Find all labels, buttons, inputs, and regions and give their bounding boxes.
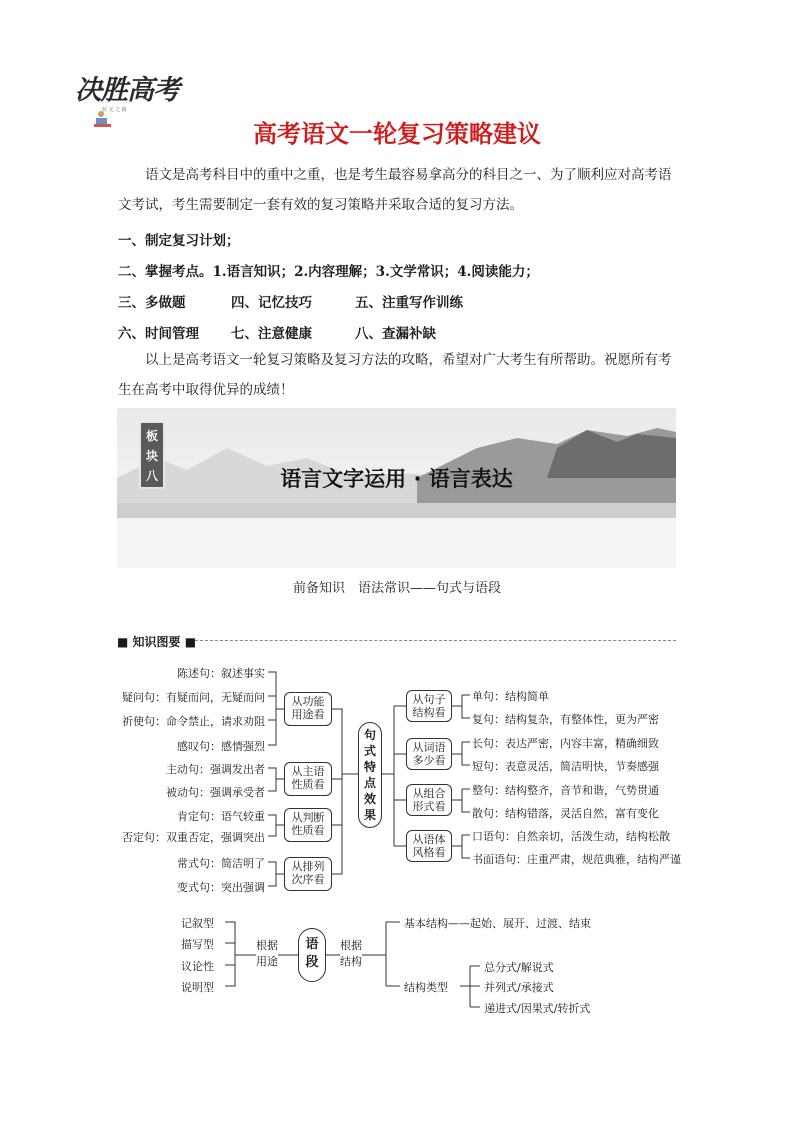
- structure-type-3: 递进式/因果式/转折式: [484, 1002, 591, 1015]
- sentence-type-parallel: 整句：结构整齐，音节和谐，气势贯通: [472, 784, 659, 797]
- center-char: 语: [305, 937, 319, 952]
- center-node-paragraph: [298, 928, 326, 982]
- box-line: 结构看: [412, 706, 446, 719]
- center-char: 效: [363, 792, 376, 806]
- sentence-type-inverted: 变式句：突出强调: [177, 881, 265, 894]
- step-3: 三、多做题: [118, 295, 186, 311]
- sentence-type-imperative: 祈使句：命令禁止，请求劝阻: [122, 715, 265, 728]
- sentence-type-colloquial: 口语句：自然亲切，活泼生动，结构松散: [472, 830, 670, 843]
- sentence-type-simple: 单句：结构简单: [472, 690, 549, 703]
- sentence-type-long: 长句：表达严密，内容丰富，精确细致: [472, 737, 659, 750]
- section-header: ■ 知识图要 ■: [117, 635, 197, 649]
- label-line: 结构: [340, 955, 362, 968]
- sentence-type-negative: 否定句：双重否定，强调突出: [122, 831, 265, 844]
- structure-type-2: 并列式/承接式: [484, 981, 554, 994]
- label-line: 用途: [256, 955, 278, 968]
- step-2: 二、掌握考点。1.语言知识；2.内容理解；3.文学常识；4.阅读能力；: [118, 264, 539, 280]
- box-line: 从组合: [412, 787, 446, 800]
- step-1: 一、制定复习计划；: [118, 233, 240, 249]
- step-6: 六、时间管理: [118, 326, 199, 342]
- step-8: 八、查漏补缺: [355, 326, 436, 342]
- box-line: 从判断: [291, 811, 325, 824]
- structure-type-1: 总分式/解说式: [484, 961, 554, 974]
- center-char: 点: [363, 776, 376, 790]
- box-line: 形式看: [412, 800, 446, 813]
- box-line: 性质看: [291, 778, 325, 791]
- sentence-type-interrogative: 疑问句：有疑而问，无疑而问: [122, 691, 265, 704]
- center-char: 特: [363, 760, 376, 774]
- page-title: 高考语文一轮复习策略建议: [253, 120, 541, 148]
- sentence-type-declarative: 陈述句：叙述事实: [177, 667, 265, 680]
- category-box-judgment: [284, 808, 332, 842]
- sentence-type-compound: 复句：结构复杂，有整体性，更为严密: [472, 713, 659, 726]
- center-char: 果: [363, 808, 376, 822]
- box-line: 从功能: [291, 695, 325, 708]
- paragraph-type-expository: 说明型: [181, 981, 214, 994]
- step-7: 七、注意健康: [231, 326, 312, 342]
- category-box-form: [406, 784, 452, 816]
- category-box-style: [406, 830, 452, 862]
- tag-char: 板: [145, 429, 158, 443]
- box-line: 从句子: [412, 693, 446, 706]
- step-5: 五、注重写作训练: [355, 295, 463, 311]
- label-by-structure: [340, 938, 362, 970]
- category-box-length: [406, 738, 452, 770]
- label-line: 根据: [340, 939, 362, 952]
- paragraph-type-narrative: 记叙型: [181, 917, 214, 930]
- sentence-type-active: 主动句：强调发出者: [166, 763, 265, 776]
- box-line: 从主语: [291, 765, 325, 778]
- sentence-type-normal-order: 常式句：简洁明了: [177, 857, 265, 870]
- box-line: 风格看: [412, 846, 446, 859]
- center-char: 式: [363, 744, 376, 758]
- sentence-type-passive: 被动句：强调承受者: [166, 786, 265, 799]
- box-line: 从排列: [291, 860, 325, 873]
- box-line: 性质看: [291, 824, 325, 837]
- sentence-type-exclamatory: 感叹句：感情强烈: [177, 740, 265, 753]
- box-line: 从语体: [412, 833, 446, 846]
- box-line: 用途看: [291, 708, 325, 721]
- sentence-type-affirmative: 肯定句：语气较重: [177, 810, 265, 823]
- box-line: 多少看: [412, 754, 446, 767]
- tag-char: 八: [145, 469, 158, 483]
- structure-types-label: 结构类型: [404, 981, 448, 994]
- step-4: 四、记忆技巧: [231, 295, 312, 311]
- category-box-order: [284, 857, 332, 891]
- sentence-type-short: 短句：表意灵活，简洁明快，节奏感强: [472, 760, 659, 773]
- tag-char: 块: [145, 449, 158, 463]
- box-line: 从词语: [412, 741, 446, 754]
- logo-text: 决胜高考: [75, 75, 179, 106]
- logo-subtext: 状 元 之 路: [102, 107, 127, 113]
- category-box-subject: [284, 762, 332, 796]
- sentence-type-written: 书面语句：庄重严肃，规范典雅，结构严谨: [472, 853, 681, 866]
- sentence-type-loose: 散句：结构错落，灵活自然，富有变化: [472, 807, 659, 820]
- paragraph-type-argumentative: 议论性: [181, 960, 214, 973]
- label-line: 根据: [256, 939, 278, 952]
- banner-title: 语言文字运用 · 语言表达: [280, 467, 513, 491]
- closing-paragraph: 以上是高考语文一轮复习策略及复习方法的攻略，希望对广大考生有所帮助。祝愿所有考生在高考中取得优异的成绩！: [118, 352, 672, 398]
- intro-paragraph: 语文是高考科目中的重中之重，也是考生最容易拿高分的科目之一、为了顺利应对高考语文考试，考生需要制定一套有效的复习策略并采取合适的复习方法。: [118, 167, 672, 213]
- paragraph-type-descriptive: 描写型: [181, 938, 214, 951]
- label-by-use: [256, 938, 278, 970]
- center-char: 段: [305, 955, 319, 970]
- box-line: 次序看: [291, 873, 325, 886]
- basic-structure: 基本结构——起始、展开、过渡、结束: [404, 917, 591, 930]
- center-char: 句: [363, 728, 376, 742]
- subheading: 前备知识 语法常识——句式与语段: [292, 581, 501, 596]
- category-box-structure: [406, 690, 452, 722]
- section-label: 知识图要: [132, 635, 181, 649]
- center-node-sentence-features: [358, 722, 382, 828]
- category-box-function: [284, 692, 332, 726]
